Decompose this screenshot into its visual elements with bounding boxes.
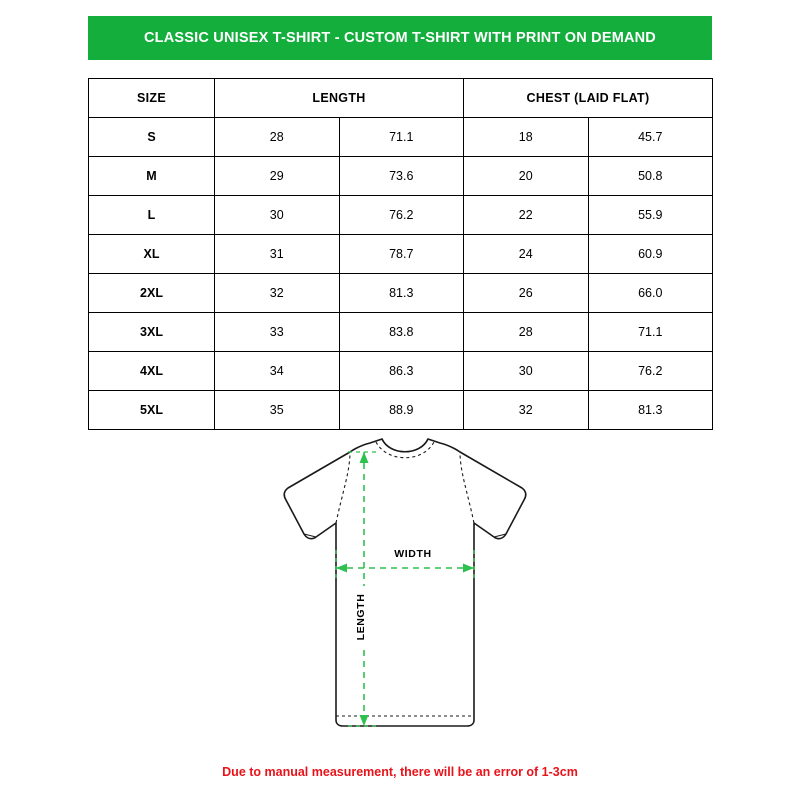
cell-length-cm: 76.2 [339,196,464,235]
cell-length-in: 30 [215,196,340,235]
cell-length-cm: 73.6 [339,157,464,196]
cell-length-cm: 81.3 [339,274,464,313]
cell-chest-cm: 45.7 [588,118,713,157]
width-label: WIDTH [394,548,432,560]
cell-size: 5XL [89,391,215,430]
cell-chest-in: 24 [464,235,589,274]
table-row [89,118,713,157]
cell-chest-in: 22 [464,196,589,235]
cell-chest-cm: 76.2 [588,352,713,391]
cell-size: 2XL [89,274,215,313]
cell-chest-in: 26 [464,274,589,313]
cell-length-in: 32 [215,274,340,313]
table-row [89,196,713,235]
measurement-diagram [230,430,580,750]
table-row [89,391,713,430]
cell-length-in: 34 [215,352,340,391]
cell-chest-cm: 50.8 [588,157,713,196]
header-banner [88,16,712,60]
cell-length-cm: 78.7 [339,235,464,274]
cell-length-in: 29 [215,157,340,196]
cell-length-in: 35 [215,391,340,430]
size-table [88,78,713,430]
cell-length-cm: 83.8 [339,313,464,352]
cell-length-cm: 86.3 [339,352,464,391]
cell-chest-in: 32 [464,391,589,430]
cell-length-cm: 71.1 [339,118,464,157]
length-label: LENGTH [355,593,367,641]
cell-length-in: 31 [215,235,340,274]
size-table-container [88,78,712,430]
measurement-disclaimer: Due to manual measurement, there will be an error of 1-3cm [222,765,578,779]
cell-length-cm: 88.9 [339,391,464,430]
column-header-length: LENGTH [215,79,464,118]
cell-chest-in: 28 [464,313,589,352]
cell-size: L [89,196,215,235]
cell-chest-cm: 60.9 [588,235,713,274]
cell-size: 4XL [89,352,215,391]
cell-chest-cm: 71.1 [588,313,713,352]
cell-length-in: 33 [215,313,340,352]
cell-size: 3XL [89,313,215,352]
cell-chest-cm: 81.3 [588,391,713,430]
cell-chest-cm: 66.0 [588,274,713,313]
cell-size: XL [89,235,215,274]
table-row [89,274,713,313]
table-row [89,235,713,274]
cell-size: S [89,118,215,157]
cell-chest-in: 30 [464,352,589,391]
table-row [89,313,713,352]
cell-size: M [89,157,215,196]
table-row [89,352,713,391]
table-header-row [89,79,713,118]
table-row [89,157,713,196]
table-head [89,79,713,118]
page-title: CLASSIC UNISEX T-SHIRT - CUSTOM T-SHIRT WITH PRINT ON DEMAND [144,30,656,46]
cell-chest-in: 20 [464,157,589,196]
column-header-chest: CHEST (LAID FLAT) [464,79,713,118]
cell-chest-in: 18 [464,118,589,157]
tshirt-icon [284,439,525,726]
cell-length-in: 28 [215,118,340,157]
column-header-size: SIZE [89,79,215,118]
cell-chest-cm: 55.9 [588,196,713,235]
table-body [89,118,713,430]
